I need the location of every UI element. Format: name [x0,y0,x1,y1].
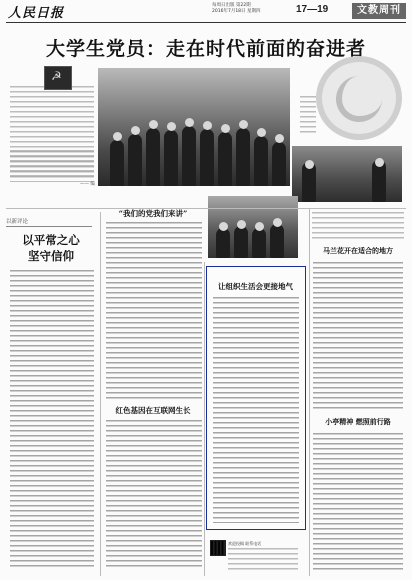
issue-date-line-1: 每周日出版 第22期 [212,3,251,8]
qr-code-icon [210,540,226,556]
highlighted-article-frame [206,266,306,530]
party-flag-icon: ☭ [44,66,72,90]
column-rule-3 [309,208,310,576]
section-tab: 文教周刊 [352,3,406,19]
page-range: 17—19 [296,4,329,15]
footer-text [228,548,298,570]
right-article-title-2: 小亭精神 燃照前行路 [325,417,391,426]
middle-article-body-2 [106,420,202,570]
right-group-photo [292,146,402,202]
page-headline: 大学生党员：走在时代前面的奋进者 [45,38,366,60]
middle-article-title-2: 红色基因在互联网生长 [115,406,191,415]
framed-article-title: 让组织生活会更接地气 [218,282,293,291]
column-rule-2 [204,262,205,576]
middle-article-title-1: “我们的党我们来讲” [118,209,188,218]
right-article-body-2 [313,433,403,571]
left-article-title-1: 以平常之心 [22,233,80,247]
masthead [6,2,406,23]
top-byline: —— 编 [80,182,95,187]
issue-date [212,3,282,15]
middle-article-body-1 [106,222,202,400]
right-caption-text [312,212,404,242]
contact-caption: 欢迎投稿 联系电话 [228,541,262,546]
graduates-photo [98,68,290,186]
students-photo [208,196,298,258]
intro-text-block-2 [10,150,94,180]
left-article-title-2: 坚守信仰 [28,249,74,263]
commentary-tag: 以新评论 [6,217,92,227]
column-rule-1 [100,212,101,576]
newspaper-logo: 人民日报 [8,6,65,21]
emblem-graphic [316,56,402,140]
framed-article-body [213,297,299,523]
issue-date-line-2: 2016年7月18日 星期四 [212,9,261,14]
section-divider [6,208,406,209]
right-article-title-1: 马兰花开在适合的地方 [323,246,393,255]
right-article-body-1 [313,262,403,412]
left-article-body [10,270,94,570]
right-intro-text [300,96,316,136]
